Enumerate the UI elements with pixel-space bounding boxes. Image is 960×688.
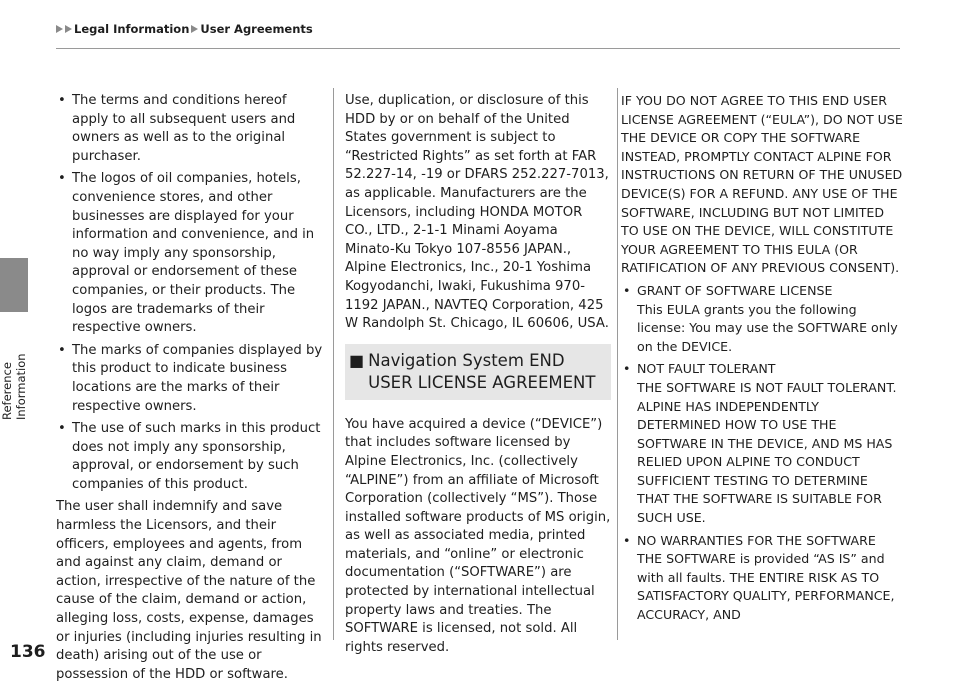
list-item xyxy=(621,360,903,527)
paragraph: You have acquired a device (“DEVICE”) that includes software licensed by Alpine Electronics, Inc. (collectively “ALPINE”) from an affiliate of Microsoft Corporation (collectively “MS”). Those installed software products of MS origin, as well as associated media, printed materials, and “online” or electronic documentation (“SOFTWARE”) are protected by international intellectual property laws and treaties. The SOFTWARE is licensed, not sold. All rights reserved. xyxy=(345,416,611,655)
section-heading-text: Navigation System END USER LICENSE AGREEMENT xyxy=(368,350,596,392)
column-2 xyxy=(345,92,611,661)
list-item: • The use of such marks in this product does not imply any sponsorship, approval, or endorsement by such companies of this product. xyxy=(56,420,324,494)
list-item-title: • NOT FAULT TOLERANT xyxy=(637,361,776,377)
column-3 xyxy=(621,92,903,629)
column-divider xyxy=(333,88,334,640)
breadcrumb-item[interactable]: Legal Information xyxy=(74,22,190,36)
list-item-body: THE SOFTWARE IS NOT FAULT TOLERANT. ALPINE HAS INDEPENDENTLY DETERMINED HOW TO USE THE SOFTWARE IN THE DEVICE, AND MS HAS RELIED UPON ALPINE TO CONDUCT SUFFICIENT TESTING TO DETERMINE THAT THE SOFTWARE IS SUITABLE FOR SUCH USE. xyxy=(637,379,897,526)
bullet-list xyxy=(621,282,903,625)
arrow-right-icon xyxy=(191,25,198,33)
paragraph: Use, duplication, or disclosure of this HDD by or on behalf of the United States government is subject to “Restricted Rights” as set forth at FAR 52.227-14, -19 or DFARS 252.227-7013, as applicable. Manufacturers are the Licensors, including HONDA MOTOR CO., LTD., 2-1-1 Minami Aoyama Minato-Ku Tokyo 107-8556 JAPAN., Alpine Electronics, Inc., 20-1 Yoshima Kogyodanchi, Iwaki, Fukushima 970-1192 JAPAN., NAVTEQ Corporation, 425 W Randolph St. Chicago, IL 60606, USA. xyxy=(345,93,609,332)
page-number: 136 xyxy=(10,642,46,662)
list-item xyxy=(621,532,903,625)
breadcrumb-item[interactable]: User Agreements xyxy=(200,22,313,36)
square-marker-icon: ■ xyxy=(349,350,365,370)
header-divider xyxy=(56,48,900,49)
list-item-body: This EULA grants you the following license: You may use the SOFTWARE only on the DEVICE. xyxy=(637,301,898,354)
paragraph: The user shall indemnify and save harmless the Licensors, and their officers, employees and agents, from and against any claim, demand or action, irrespective of the nature of the cause of the claim, demand or action, alleging loss, costs, expense, damages or injuries (including injuries resulting in death) arising out of the use or possession of the HDD or software. xyxy=(56,499,322,682)
paragraph: IF YOU DO NOT AGREE TO THIS END USER LICENSE AGREEMENT (“EULA”), DO NOT USE THE DEVICE OR COPY THE SOFTWARE INSTEAD, PROMPTLY CONTACT ALPINE FOR INSTRUCTIONS ON RETURN OF THE UNUSED DEVICE(S) FOR A REFUND. ANY USE OF THE SOFTWARE, INCLUDING BUT NOT LIMITED TO USE ON THE DEVICE, WILL CONSTITUTE YOUR AGREEMENT TO THIS EULA (OR RATIFICATION OF ANY PREVIOUS CONSENT). xyxy=(621,93,903,276)
list-item xyxy=(621,282,903,356)
column-1 xyxy=(56,92,324,688)
column-divider xyxy=(617,88,618,640)
list-item: • The marks of companies displayed by this product to indicate business locations are the marks of their respective owners. xyxy=(56,342,324,416)
section-heading xyxy=(345,344,611,400)
arrow-right-icon xyxy=(65,25,72,33)
list-item-title: • GRANT OF SOFTWARE LICENSE xyxy=(637,282,833,298)
list-item: • The logos of oil companies, hotels, convenience stores, and other businesses are displayed for your information and convenience, and in no way imply any sponsorship, approval or endorsement of these companies, or their products. The logos are trademarks of their respective owners. xyxy=(56,170,324,337)
list-item-body: THE SOFTWARE is provided “AS IS” and with all faults. THE ENTIRE RISK AS TO SATISFACTORY QUALITY, PERFORMANCE, ACCURACY, AND xyxy=(637,551,895,623)
list-item: • The terms and conditions hereof apply to all subsequent users and owners as well as to the original purchaser. xyxy=(56,92,324,166)
list-item-title: • NO WARRANTIES FOR THE SOFTWARE xyxy=(637,532,876,548)
bullet-list xyxy=(56,92,324,494)
side-section-label: Reference Information xyxy=(0,353,28,420)
arrow-right-icon xyxy=(56,25,63,33)
breadcrumb xyxy=(56,22,313,36)
